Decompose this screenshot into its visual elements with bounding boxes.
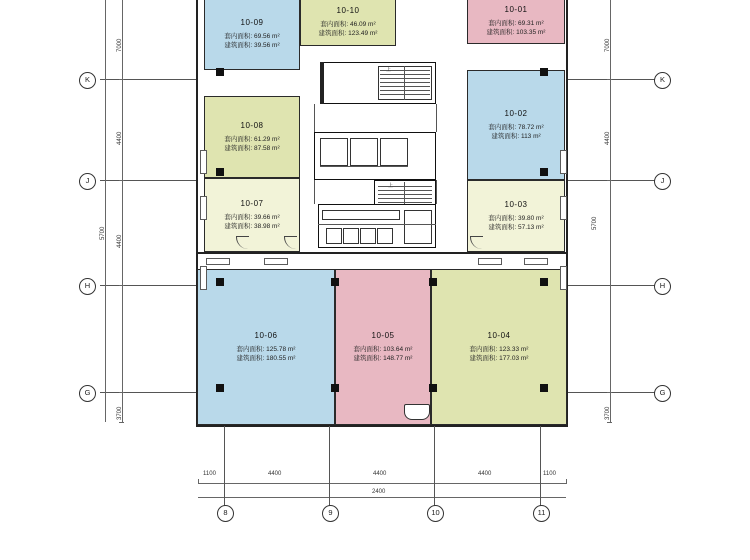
axis-bubble-G-right[interactable]: G — [654, 385, 671, 402]
right-dim-total: 5700 — [592, 216, 598, 230]
corridor-line-lower-right — [436, 180, 437, 204]
stair-tread — [380, 74, 430, 75]
bottom-dim-total-line — [198, 497, 566, 498]
column — [331, 384, 339, 392]
column — [540, 68, 548, 76]
stair-tread — [378, 202, 432, 203]
window — [264, 258, 288, 265]
left-dim-tick — [119, 79, 124, 80]
stair-tread — [378, 190, 432, 191]
left-dim-7000: 7000 — [117, 38, 123, 52]
axis-bubble-11[interactable]: 11 — [533, 505, 550, 522]
window — [524, 258, 548, 265]
axis-bubble-J-left[interactable]: J — [79, 173, 96, 190]
stair-tread — [380, 82, 430, 83]
bottom-dim-4400-c: 4400 — [478, 471, 492, 477]
unit-build-area: 建筑面积: 87.58 m² — [224, 145, 280, 153]
right-dim-tick — [607, 79, 612, 80]
left-dim-4400-b: 4400 — [117, 234, 123, 248]
wc-divider — [318, 224, 436, 225]
window — [200, 150, 207, 174]
unit-net-area: 套内面积: 123.33 m² — [469, 345, 529, 353]
unit-build-area: 建筑面积: 148.77 m² — [353, 355, 413, 363]
right-dim-tick — [607, 422, 612, 423]
elevator-car-3 — [380, 138, 408, 166]
axis-bubble-10[interactable]: 10 — [427, 505, 444, 522]
axis-line-G-left — [100, 392, 196, 393]
outline-bottom — [196, 425, 568, 427]
stair-tread — [378, 194, 432, 195]
right-dim-chain — [610, 0, 611, 422]
bottom-dim-tick — [566, 479, 567, 484]
grid-leader-11 — [540, 426, 541, 506]
window — [206, 258, 230, 265]
axis-line-H-right — [568, 285, 658, 286]
core-wall-upper-left — [320, 62, 324, 104]
stair-up-label: 上 — [386, 67, 392, 73]
unit-10-08[interactable] — [204, 96, 300, 178]
unit-id: 10-08 — [240, 121, 264, 131]
unit-10-02[interactable] — [467, 70, 565, 180]
stair-tread — [380, 90, 430, 91]
right-dim-tick — [607, 180, 612, 181]
unit-net-area: 套内面积: 125.78 m² — [236, 345, 296, 353]
unit-net-area: 套内面积: 39.66 m² — [224, 213, 280, 221]
left-dim-tick — [119, 180, 124, 181]
unit-build-area: 建筑面积: 39.56 m² — [224, 42, 280, 50]
left-dim-3700: 3700 — [117, 406, 123, 420]
unit-net-area: 套内面积: 69.56 m² — [224, 32, 280, 40]
axis-line-K-right — [568, 79, 658, 80]
window — [478, 258, 502, 265]
unit-10-10[interactable] — [300, 0, 396, 46]
window — [560, 266, 567, 290]
axis-line-K-left — [100, 79, 196, 80]
column — [540, 384, 548, 392]
axis-bubble-J-right[interactable]: J — [654, 173, 671, 190]
left-dim-total: 5700 — [100, 226, 106, 240]
axis-bubble-K-left[interactable]: K — [79, 72, 96, 89]
column — [540, 168, 548, 176]
right-dim-3700: 3700 — [605, 406, 611, 420]
unit-id: 10-10 — [336, 6, 360, 16]
wc-stall — [377, 228, 393, 244]
unit-id: 10-01 — [504, 5, 528, 15]
column — [216, 278, 224, 286]
unit-build-area: 建筑面积: 38.98 m² — [224, 223, 280, 231]
elevator-car-2 — [350, 138, 378, 166]
balcony-10-05 — [404, 404, 430, 420]
column — [429, 278, 437, 286]
unit-build-area: 建筑面积: 113 m² — [491, 133, 541, 141]
axis-bubble-G-left[interactable]: G — [79, 385, 96, 402]
unit-net-area: 套内面积: 69.31 m² — [488, 19, 544, 27]
unit-build-area: 建筑面积: 103.35 m² — [486, 29, 546, 37]
right-dim-tick — [607, 392, 612, 393]
stair-tread — [378, 186, 432, 187]
unit-net-area: 套内面积: 78.72 m² — [488, 123, 544, 131]
unit-id: 10-02 — [504, 109, 528, 119]
bottom-dim-4400-a: 4400 — [268, 471, 282, 477]
elevator-door-line — [320, 166, 408, 167]
unit-net-area: 套内面积: 61.29 m² — [224, 135, 280, 143]
unit-10-09[interactable] — [204, 0, 300, 70]
axis-line-J-left — [100, 180, 196, 181]
stair-tread — [380, 86, 430, 87]
wc-basin-row — [322, 210, 400, 220]
bottom-dim-1100-right: 1100 — [543, 471, 556, 477]
axis-bubble-9[interactable]: 9 — [322, 505, 339, 522]
wc-stall — [343, 228, 359, 244]
window — [560, 196, 567, 220]
stair-tread — [378, 198, 432, 199]
axis-bubble-H-left[interactable]: H — [79, 278, 96, 295]
window — [200, 196, 207, 220]
left-dim-tick — [119, 422, 124, 423]
column — [216, 384, 224, 392]
corridor-line-left — [314, 104, 315, 132]
grid-leader-8 — [224, 426, 225, 506]
axis-line-J-right — [568, 180, 658, 181]
wc-stall — [360, 228, 376, 244]
window — [200, 266, 207, 290]
bottom-dim-line — [198, 483, 566, 484]
wc-stall — [326, 228, 342, 244]
left-dim-4400-a: 4400 — [117, 131, 123, 145]
grid-leader-10 — [434, 426, 435, 506]
column — [540, 278, 548, 286]
unit-build-area: 建筑面积: 177.03 m² — [469, 355, 529, 363]
unit-10-05[interactable] — [335, 269, 431, 425]
right-dim-4400: 4400 — [605, 131, 611, 145]
stair-up-label-lower: 上 — [388, 183, 394, 189]
unit-10-06[interactable] — [197, 269, 335, 425]
bottom-dim-4400-b: 4400 — [373, 471, 387, 477]
mid-separation-wall — [196, 252, 568, 254]
right-dim-7000: 7000 — [605, 38, 611, 52]
elevator-car-1 — [320, 138, 348, 166]
axis-bubble-8[interactable]: 8 — [217, 505, 234, 522]
stair-tread — [380, 94, 430, 95]
unit-build-area: 建筑面积: 123.49 m² — [318, 30, 378, 38]
unit-10-01[interactable] — [467, 0, 565, 44]
corridor-line-lower — [314, 180, 315, 204]
axis-line-G-right — [568, 392, 658, 393]
axis-bubble-K-right[interactable]: K — [654, 72, 671, 89]
left-dim-chain — [122, 0, 123, 422]
column — [429, 384, 437, 392]
bottom-dim-total: 2400 — [372, 489, 386, 495]
wc-fitting — [404, 210, 432, 244]
stair-tread — [380, 78, 430, 79]
corridor-line-right — [436, 104, 437, 132]
column — [216, 68, 224, 76]
axis-bubble-H-right[interactable]: H — [654, 278, 671, 295]
stair-center-line — [404, 66, 405, 100]
unit-id: 10-07 — [240, 199, 264, 209]
bottom-dim-tick — [198, 479, 199, 484]
window — [560, 150, 567, 174]
column — [331, 278, 339, 286]
grid-leader-9 — [329, 426, 330, 506]
axis-line-H-left — [100, 285, 196, 286]
left-dim-tick — [119, 285, 124, 286]
left-dim-tick — [119, 392, 124, 393]
unit-id: 10-03 — [504, 200, 528, 210]
left-dim-total-line — [105, 0, 106, 422]
unit-id: 10-09 — [240, 18, 264, 28]
unit-build-area: 建筑面积: 57.13 m² — [488, 224, 544, 232]
unit-id: 10-06 — [254, 331, 278, 341]
unit-net-area: 套内面积: 39.80 m² — [488, 214, 544, 222]
unit-10-04[interactable] — [431, 269, 567, 425]
unit-net-area: 套内面积: 46.09 m² — [320, 20, 376, 28]
unit-id: 10-05 — [371, 331, 395, 341]
column — [216, 168, 224, 176]
unit-net-area: 套内面积: 103.64 m² — [353, 345, 413, 353]
unit-build-area: 建筑面积: 180.55 m² — [236, 355, 296, 363]
bottom-dim-1100-left: 1100 — [203, 471, 216, 477]
unit-id: 10-04 — [487, 331, 511, 341]
